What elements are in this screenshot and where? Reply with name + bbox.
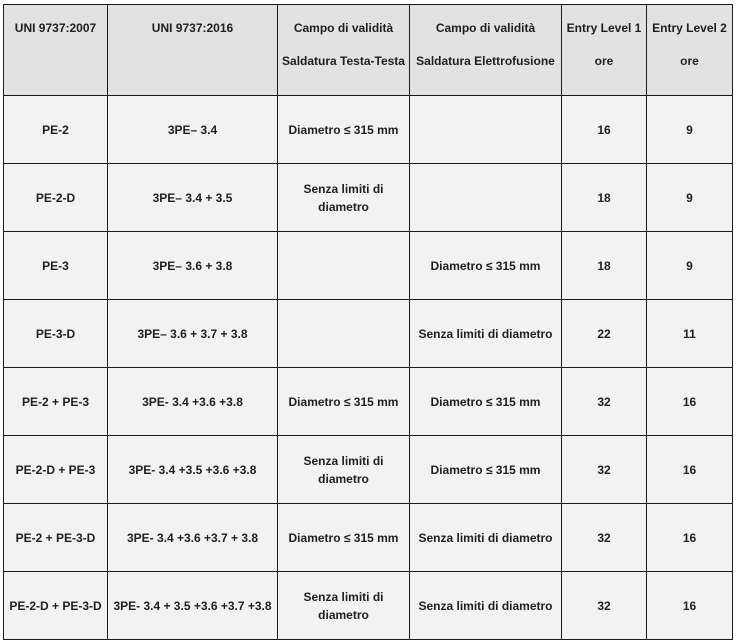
header-testa-testa xyxy=(278,5,410,96)
cell-uni-2007: PE-3 xyxy=(4,232,108,300)
cell-uni-2007: PE-2-D + PE-3 xyxy=(4,436,108,504)
cell-entry-level-2: 16 xyxy=(647,436,733,504)
cell-testa-testa: Senza limiti di diametro xyxy=(278,164,410,232)
header-uni-2007 xyxy=(4,5,108,96)
cell-uni-2007: PE-2-D xyxy=(4,164,108,232)
cell-entry-level-1: 32 xyxy=(562,572,647,640)
cell-uni-2007: PE-2-D + PE-3-D xyxy=(4,572,108,640)
table-row xyxy=(4,300,733,368)
cell-entry-level-2: 16 xyxy=(647,572,733,640)
cell-uni-2016: 3PE- 3.4 + 3.5 +3.6 +3.7 +3.8 xyxy=(108,572,278,640)
header-uni-2016-label: UNI 9737:2016 xyxy=(151,21,234,35)
cell-entry-level-1: 22 xyxy=(562,300,647,368)
cell-entry-level-1: 18 xyxy=(562,232,647,300)
table-row xyxy=(4,504,733,572)
cell-elettrofusione xyxy=(410,96,562,164)
cell-uni-2016: 3PE– 3.6 + 3.7 + 3.8 xyxy=(108,300,278,368)
cell-testa-testa: Diametro ≤ 315 mm xyxy=(278,504,410,572)
cell-uni-2016: 3PE- 3.4 +3.6 +3.8 xyxy=(108,368,278,436)
cell-elettrofusione: Diametro ≤ 315 mm xyxy=(410,368,562,436)
cell-testa-testa: Diametro ≤ 315 mm xyxy=(278,96,410,164)
header-elettrofusione xyxy=(410,5,562,96)
cell-entry-level-1: 32 xyxy=(562,368,647,436)
cell-elettrofusione xyxy=(410,164,562,232)
table-header xyxy=(4,5,733,96)
cell-entry-level-2: 9 xyxy=(647,232,733,300)
table-row xyxy=(4,572,733,640)
cell-entry-level-2: 16 xyxy=(647,368,733,436)
header-testa-testa-line1: Campo di validità xyxy=(293,21,394,35)
table-row xyxy=(4,368,733,436)
header-entry-level-1 xyxy=(562,5,647,96)
cell-entry-level-2: 9 xyxy=(647,164,733,232)
cell-elettrofusione: Senza limiti di diametro xyxy=(410,504,562,572)
qualification-table xyxy=(3,4,733,640)
cell-elettrofusione: Senza limiti di diametro xyxy=(410,572,562,640)
header-row xyxy=(4,5,733,96)
cell-entry-level-1: 16 xyxy=(562,96,647,164)
cell-uni-2016: 3PE– 3.6 + 3.8 xyxy=(108,232,278,300)
cell-testa-testa xyxy=(278,232,410,300)
cell-uni-2007: PE-2 xyxy=(4,96,108,164)
cell-uni-2016: 3PE- 3.4 +3.6 +3.7 + 3.8 xyxy=(108,504,278,572)
cell-testa-testa: Diametro ≤ 315 mm xyxy=(278,368,410,436)
header-uni-2016 xyxy=(108,5,278,96)
cell-elettrofusione: Senza limiti di diametro xyxy=(410,300,562,368)
cell-entry-level-1: 32 xyxy=(562,436,647,504)
header-entry-level-1-line1: Entry Level 1 xyxy=(566,21,642,35)
header-entry-level-2-line1: Entry Level 2 xyxy=(652,21,727,35)
cell-entry-level-1: 32 xyxy=(562,504,647,572)
cell-elettrofusione: Diametro ≤ 315 mm xyxy=(410,232,562,300)
table-body xyxy=(4,96,733,640)
table-container xyxy=(3,4,733,640)
cell-uni-2007: PE-2 + PE-3-D xyxy=(4,504,108,572)
cell-entry-level-2: 9 xyxy=(647,96,733,164)
cell-uni-2007: PE-2 + PE-3 xyxy=(4,368,108,436)
header-elettrofusione-line1: Campo di validità xyxy=(435,21,536,35)
header-elettrofusione-line2: Saldatura Elettrofusione xyxy=(416,54,555,68)
header-entry-level-1-line2: ore xyxy=(594,54,614,68)
cell-uni-2007: PE-3-D xyxy=(4,300,108,368)
cell-entry-level-1: 18 xyxy=(562,164,647,232)
cell-uni-2016: 3PE- 3.4 +3.5 +3.6 +3.8 xyxy=(108,436,278,504)
table-row xyxy=(4,232,733,300)
cell-elettrofusione: Diametro ≤ 315 mm xyxy=(410,436,562,504)
cell-testa-testa: Senza limiti di diametro xyxy=(278,572,410,640)
cell-uni-2016: 3PE– 3.4 xyxy=(108,96,278,164)
cell-entry-level-2: 16 xyxy=(647,504,733,572)
header-uni-2007-label: UNI 9737:2007 xyxy=(14,21,97,35)
table-row xyxy=(4,96,733,164)
cell-uni-2016: 3PE– 3.4 + 3.5 xyxy=(108,164,278,232)
header-entry-level-2-line2: ore xyxy=(680,54,699,68)
cell-testa-testa xyxy=(278,300,410,368)
header-testa-testa-line2: Saldatura Testa-Testa xyxy=(282,54,405,68)
header-entry-level-2 xyxy=(647,5,733,96)
table-row xyxy=(4,164,733,232)
cell-testa-testa: Senza limiti di diametro xyxy=(278,436,410,504)
cell-entry-level-2: 11 xyxy=(647,300,733,368)
table-row xyxy=(4,436,733,504)
